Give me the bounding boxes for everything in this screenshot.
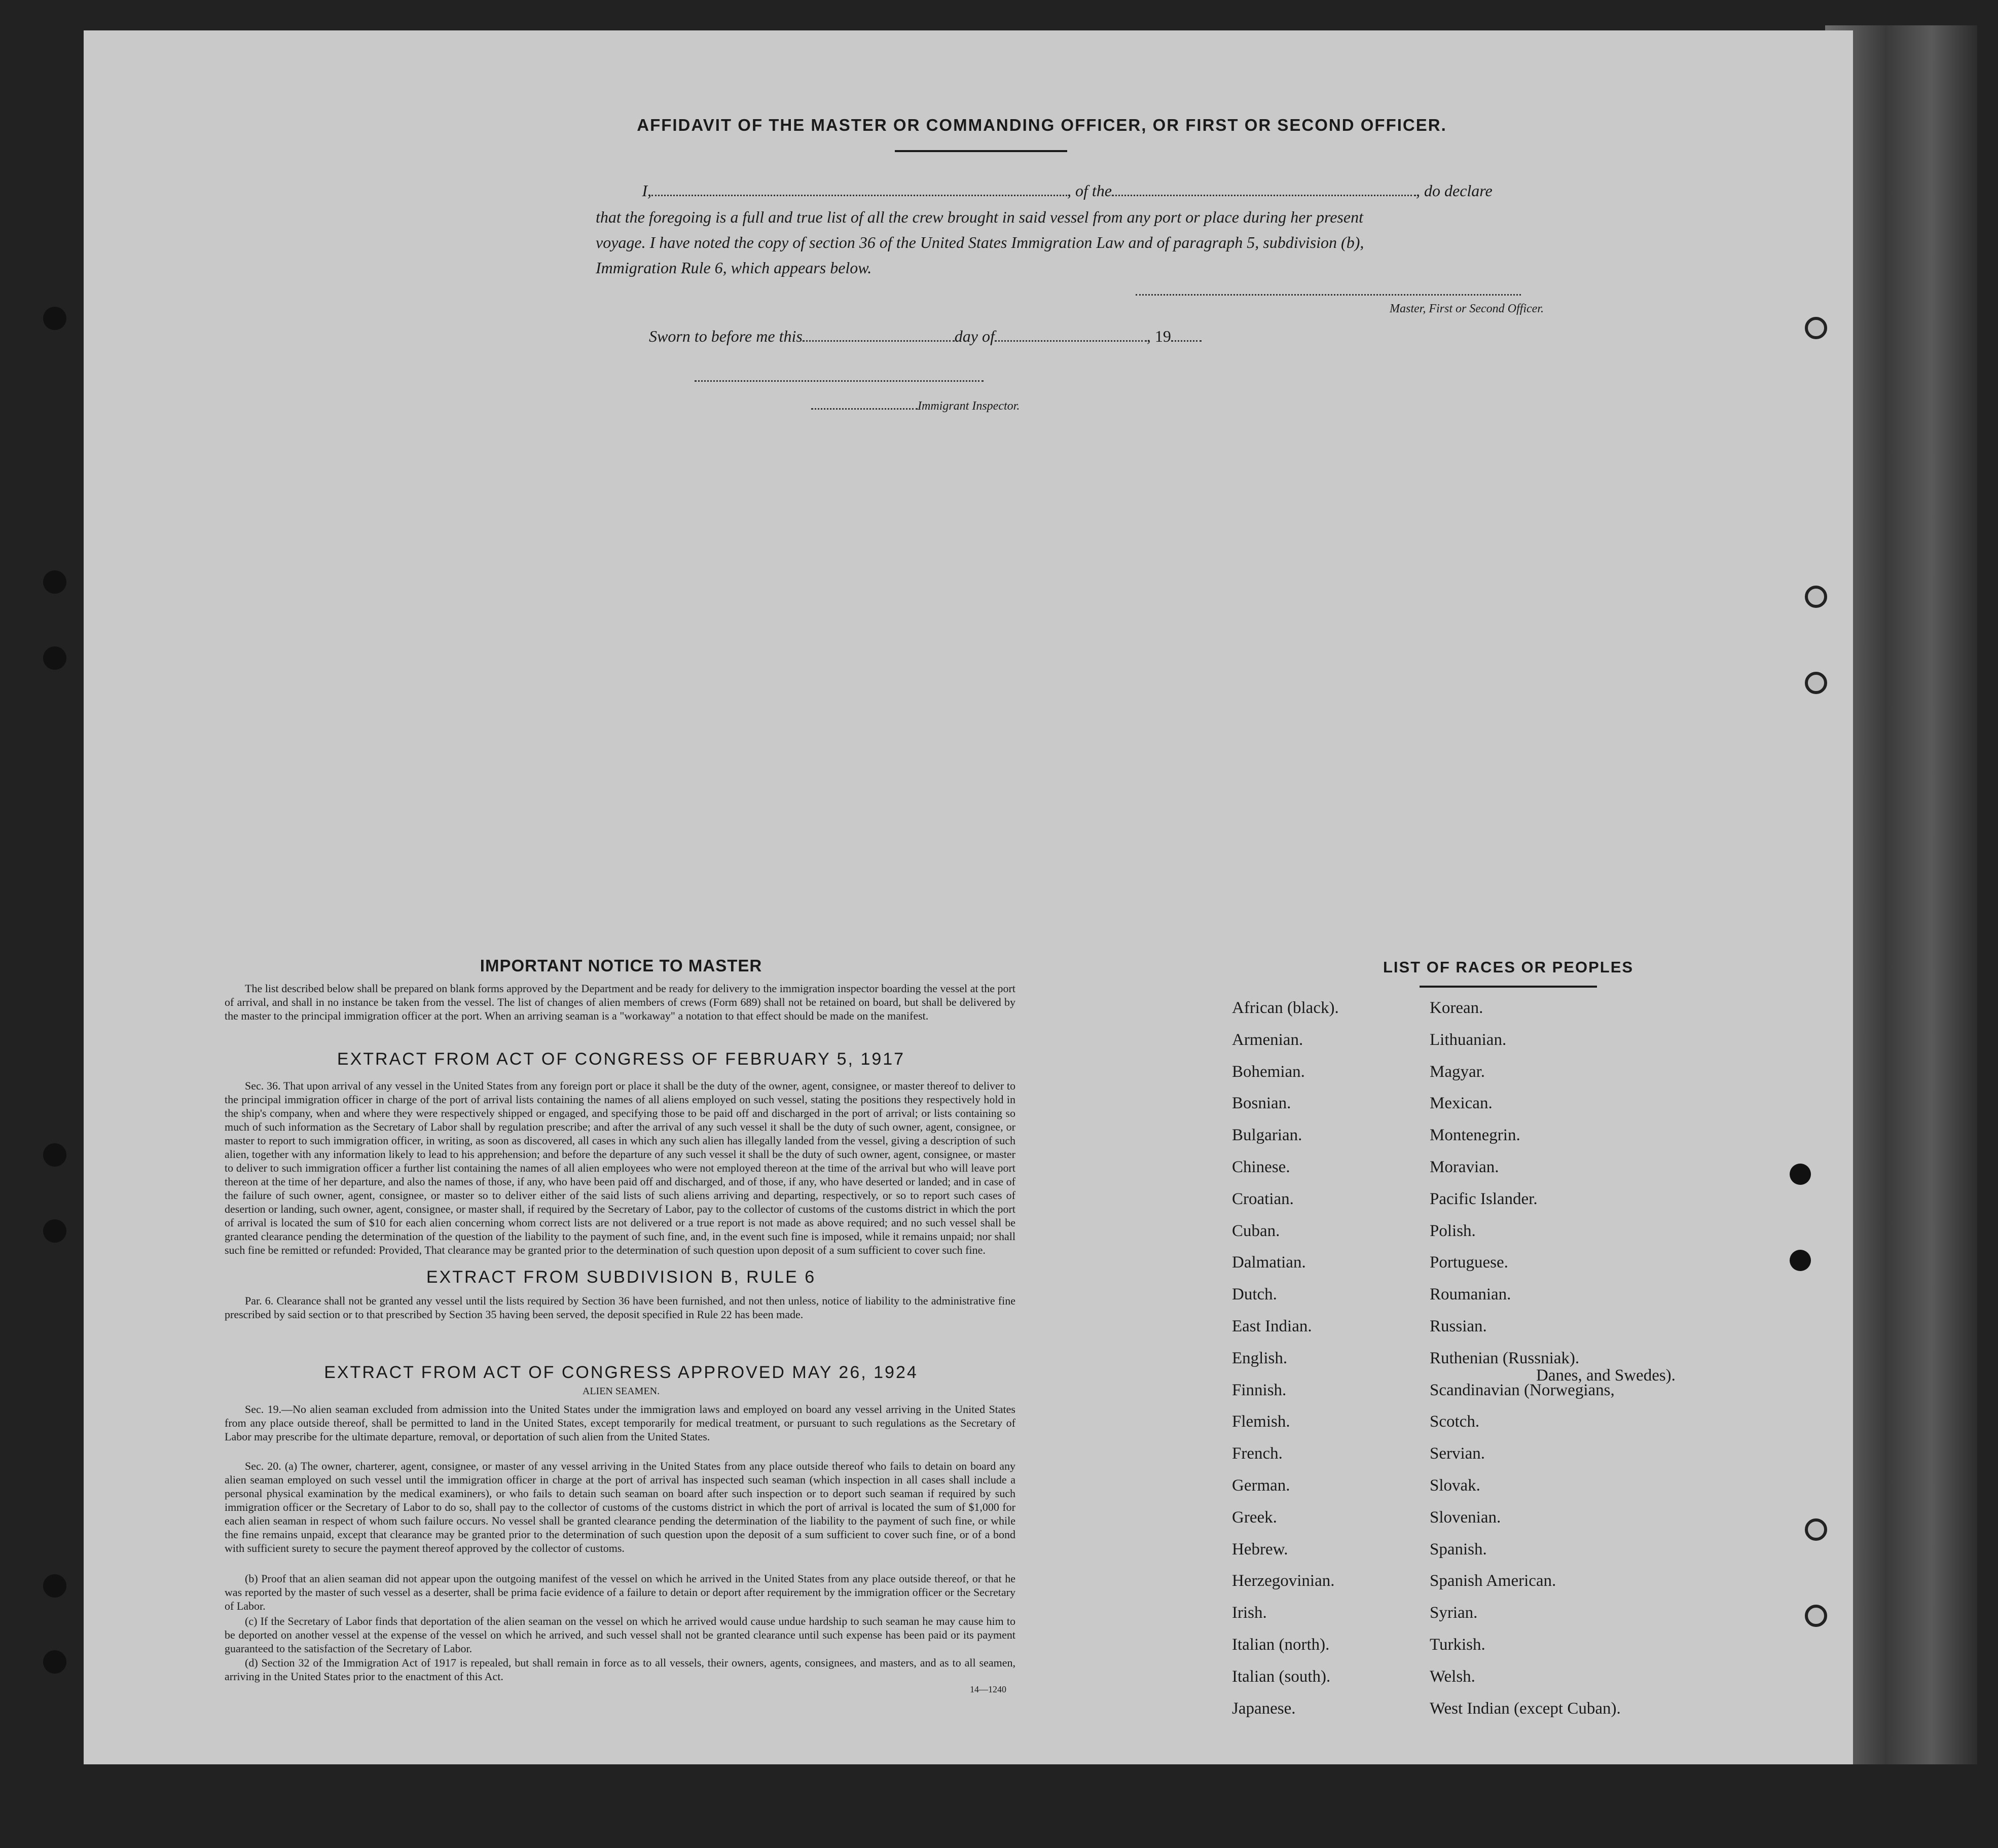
notice-body: The list described below shall be prepared on blank forms approved by the Department and be ready for delivery to the immigration inspector boarding the vessel at the port of arrival, and shall in no instance be taken from the vessel. The list of changes of alien members of crews (Form 689) shall not be retained on board, but shall be delivered by the master to the principal immigration officer at the port. When an arriving seaman is a "workaway" a notation to that effect should be made on the manifest. xyxy=(225,982,1015,1022)
race-item: Turkish. xyxy=(1430,1636,1485,1654)
race-item: Roumanian. xyxy=(1430,1285,1511,1304)
inspector-label: Immigrant Inspector. xyxy=(918,400,1020,413)
race-item: Bulgarian. xyxy=(1232,1126,1302,1145)
affidavit-line3: voyage. I have noted the copy of section 36 of the United States Immigration Law and of paragraph 5, subdivision (b), xyxy=(596,233,1364,251)
signature-line xyxy=(1136,294,1521,296)
document-page xyxy=(84,30,1853,1764)
race-item: Irish. xyxy=(1232,1604,1267,1622)
extract-1917-body: Sec. 36. That upon arrival of any vessel in the United States from any foreign port or place it shall be the duty of the owner, agent, consignee, or master thereof to deliver to the principal immigration officer in charge of the port of arrival lists containing the names of all aliens employed on such vessel, stating the positions they respectively hold in the ship's company, when and where they were respectively shipped or engaged, and specifying those to be paid off and discharged in the port of arrival; or lists containing so much of such information as the Secretary of Labor shall by regulation prescribe; and after the arrival of any such vessel it shall be the duty of such owner, agent, consignee, or master to report to such immigration officer, in writing, as soon as discovered, all cases in which any such alien has illegally landed from the vessel, giving a description of such alien, together with any information likely to lead to his apprehension; and before the departure of any such vessel it shall be the duty of such owner, agent, consignee, or master to deliver to such immigration officer a further list containing the names of all alien employees who were not employed thereon at the time of the arrival but who will leave port thereon at the time of her departure, and also the names of those, if any, who have been paid off and discharged, and of those, if any, who have deserted or landed; and in case of the failure of such owner, agent, consignee, or master so to deliver either of the said lists of such aliens arriving and departing, respectively, or so to report such cases of desertion or landing, such owner, agent, consignee, or master shall, if required by the Secretary of Labor, pay to the collector of customs of the customs district in which the port of arrival is located the sum of $10 for each alien concerning whom correct lists are not delivered or a true report is not made as above required; and no such vessel shall be granted clearance pending the determination of the question of the liability to the payment of such fine, and, in the event such fine is imposed, while it remains unpaid; nor shall such fine be remitted or refunded: Provided, That clearance may be granted prior to the determination of such question upon deposit of a sum sufficient to cover such fine. xyxy=(225,1079,1015,1256)
race-item: Italian (south). xyxy=(1232,1667,1331,1686)
month-blank xyxy=(995,329,1147,342)
race-item: Bosnian. xyxy=(1232,1094,1291,1113)
line1-of-the: , of the xyxy=(1067,182,1112,200)
signature-label: Master, First or Second Officer. xyxy=(1390,302,1544,315)
sworn-day: day of xyxy=(954,327,995,345)
race-item: Italian (north). xyxy=(1232,1636,1330,1654)
punch-hole xyxy=(43,646,66,670)
race-item: Danes, and Swedes). xyxy=(1536,1366,1676,1385)
extract-1924-sec20a: Sec. 20. (a) The owner, charterer, agent, consignee, or master of any vessel arriving in the United States from any place outside thereof who fails to detain on board any alien seaman employed on such vessel until the immigration officer in charge at the port of arrival has inspected such seaman (which inspection in all cases shall include a personal physical examination by the medical examiners), or who fails to detain such seaman on board after such inspection or to deport such seaman if required by such immigration officer or the Secretary of Labor to do so, shall pay to the collector of customs of the customs district in which the port of arrival is located the sum of $1,000 for each alien seaman in respect of whom such failure occurs. No vessel shall be granted clearance pending the determination of the liability to the payment of such fine, or while the fine remains unpaid, except that clearance may be granted prior to the determination of such question upon the deposit of a sum sufficient to cover such fine, or of a bond with sufficient surety to secure the payment thereof approved by the collector of customs. xyxy=(225,1460,1015,1554)
race-item: Bohemian. xyxy=(1232,1062,1305,1081)
race-item: Lithuanian. xyxy=(1430,1030,1507,1049)
race-item: Scotch. xyxy=(1430,1412,1480,1431)
race-item: Mexican. xyxy=(1430,1094,1493,1113)
races-title: LIST OF RACES OR PEOPLES xyxy=(1383,958,1634,976)
race-item: Pacific Islander. xyxy=(1430,1189,1538,1208)
race-item: Dalmatian. xyxy=(1232,1253,1306,1272)
race-item: Herzegovinian. xyxy=(1232,1572,1335,1590)
race-item: French. xyxy=(1232,1444,1283,1463)
race-item: Moravian. xyxy=(1430,1158,1499,1176)
affidavit-line1 xyxy=(596,182,1544,200)
sworn-line xyxy=(563,327,1273,346)
race-item: English. xyxy=(1232,1349,1288,1367)
punch-hole xyxy=(1790,1164,1811,1185)
extract-1924-sec20d: (d) Section 32 of the Immigration Act of 1917 is repealed, but shall remain in force as to all vessels, their owners, agents, consignees, and masters, and as to all seamen, arriving in the United States prior to the enactment of this Act. xyxy=(225,1656,1015,1683)
race-item: Slovenian. xyxy=(1430,1508,1501,1527)
race-item: Japanese. xyxy=(1232,1699,1296,1718)
race-item: Flemish. xyxy=(1232,1412,1290,1431)
punch-hole xyxy=(43,1219,66,1243)
race-item: Armenian. xyxy=(1232,1030,1303,1049)
races-underline xyxy=(1420,986,1597,988)
day-blank xyxy=(803,329,955,342)
race-item: German. xyxy=(1232,1476,1290,1495)
race-item: Korean. xyxy=(1430,999,1483,1017)
punch-hole xyxy=(1805,1605,1827,1627)
race-item: Greek. xyxy=(1232,1508,1277,1527)
form-number: 14—1240 xyxy=(970,1684,1006,1694)
race-item: East Indian. xyxy=(1232,1317,1312,1335)
extract-1924-subtitle: ALIEN SEAMEN. xyxy=(582,1386,660,1397)
punch-hole xyxy=(43,1574,66,1598)
rule6-body: Par. 6. Clearance shall not be granted any vessel until the lists required by Section 36 have been furnished, and not then unless, notice of liability to the administrative fine prescribed by said section or to that prescribed by Section 35 having been served, the deposit specified in Rule 22 has been made. xyxy=(225,1294,1015,1321)
sworn-prefix: Sworn to before me this xyxy=(649,327,803,345)
race-item: Magyar. xyxy=(1430,1062,1485,1081)
race-item: Finnish. xyxy=(1232,1381,1287,1399)
name-blank xyxy=(651,184,1067,196)
affidavit-line2: that the foregoing is a full and true list of all the crew brought in said vessel from any port or place during her present xyxy=(596,208,1363,226)
race-item: Chinese. xyxy=(1232,1158,1290,1176)
rule6-title: EXTRACT FROM SUBDIVISION B, RULE 6 xyxy=(426,1267,816,1287)
race-item: Spanish American. xyxy=(1430,1572,1556,1590)
race-item: African (black). xyxy=(1232,999,1339,1017)
inspector-signature-line xyxy=(695,380,984,382)
sworn-year: , 19 xyxy=(1146,327,1171,345)
line1-declare: , do declare xyxy=(1415,182,1493,200)
year-blank xyxy=(1171,329,1202,342)
punch-hole xyxy=(1805,586,1827,608)
race-item: Hebrew. xyxy=(1232,1540,1288,1559)
extract-1924-sec20c: (c) If the Secretary of Labor finds that deportation of the alien seaman on the vessel on which he arrived would cause undue hardship to such seaman he may cause him to be deported on another vessel at the expense of the vessel on which he arrived, and such vessel shall not be granted clearance until such expense has been paid or its payment guaranteed to the satisfaction of the Secretary of Labor. xyxy=(225,1615,1015,1655)
affidavit-title: AFFIDAVIT OF THE MASTER OR COMMANDING OFFICER, OR FIRST OR SECOND OFFICER. xyxy=(637,116,1447,134)
punch-hole xyxy=(1805,317,1827,339)
race-item: Portuguese. xyxy=(1430,1253,1508,1272)
punch-hole xyxy=(1790,1250,1811,1271)
inspector-blank xyxy=(811,401,918,410)
notice-title: IMPORTANT NOTICE TO MASTER xyxy=(480,956,762,975)
race-item: Polish. xyxy=(1430,1221,1476,1240)
vessel-blank xyxy=(1112,184,1416,196)
punch-hole xyxy=(1805,1518,1827,1541)
race-item: Servian. xyxy=(1430,1444,1485,1463)
line1-i: I, xyxy=(642,182,651,200)
race-item: Montenegrin. xyxy=(1430,1126,1520,1145)
race-item: Scandinavian (Norwegians, xyxy=(1430,1381,1615,1399)
extract-1924-sec20b: (b) Proof that an alien seaman did not appear upon the outgoing manifest of the vessel on which he arrived in the United States from any place outside thereof, or that he was reported by the master of such vessel as a deserter, shall be prima facie evidence of a failure to detain or deport after requirement by the immigration officer or the Secretary of Labor. xyxy=(225,1572,1015,1612)
extract-1924-sec19: Sec. 19.—No alien seaman excluded from admission into the United States under the immigration laws and employed on board any vessel arriving in the United States from any place outside thereof, shall be permitted to land in the United States, except temporarily for medical treatment, or pursuant to such regulations as the Secretary of Labor may prescribe for the ultimate departure, removal, or deportation of such alien from the United States. xyxy=(225,1403,1015,1443)
race-item: Spanish. xyxy=(1430,1540,1487,1559)
race-item: Croatian. xyxy=(1232,1189,1294,1208)
race-item: Russian. xyxy=(1430,1317,1487,1335)
extract-1917-title: EXTRACT FROM ACT OF CONGRESS OF FEBRUARY 5, 1917 xyxy=(337,1049,905,1069)
race-item: Ruthenian (Russniak). xyxy=(1430,1349,1580,1367)
punch-hole xyxy=(43,1650,66,1674)
affidavit-line4: Immigration Rule 6, which appears below. xyxy=(596,259,872,277)
race-item: Dutch. xyxy=(1232,1285,1277,1304)
inspector-line xyxy=(811,400,1166,413)
race-item: Syrian. xyxy=(1430,1604,1478,1622)
race-item: West Indian (except Cuban). xyxy=(1430,1699,1621,1718)
punch-hole xyxy=(43,1143,66,1167)
extract-1924-title: EXTRACT FROM ACT OF CONGRESS APPROVED MAY 26, 1924 xyxy=(324,1363,918,1382)
race-item: Welsh. xyxy=(1430,1667,1475,1686)
title-underline xyxy=(895,150,1067,152)
punch-hole xyxy=(43,570,66,594)
race-item: Slovak. xyxy=(1430,1476,1480,1495)
punch-hole xyxy=(1805,672,1827,694)
race-item: Cuban. xyxy=(1232,1221,1280,1240)
punch-hole xyxy=(43,307,66,330)
